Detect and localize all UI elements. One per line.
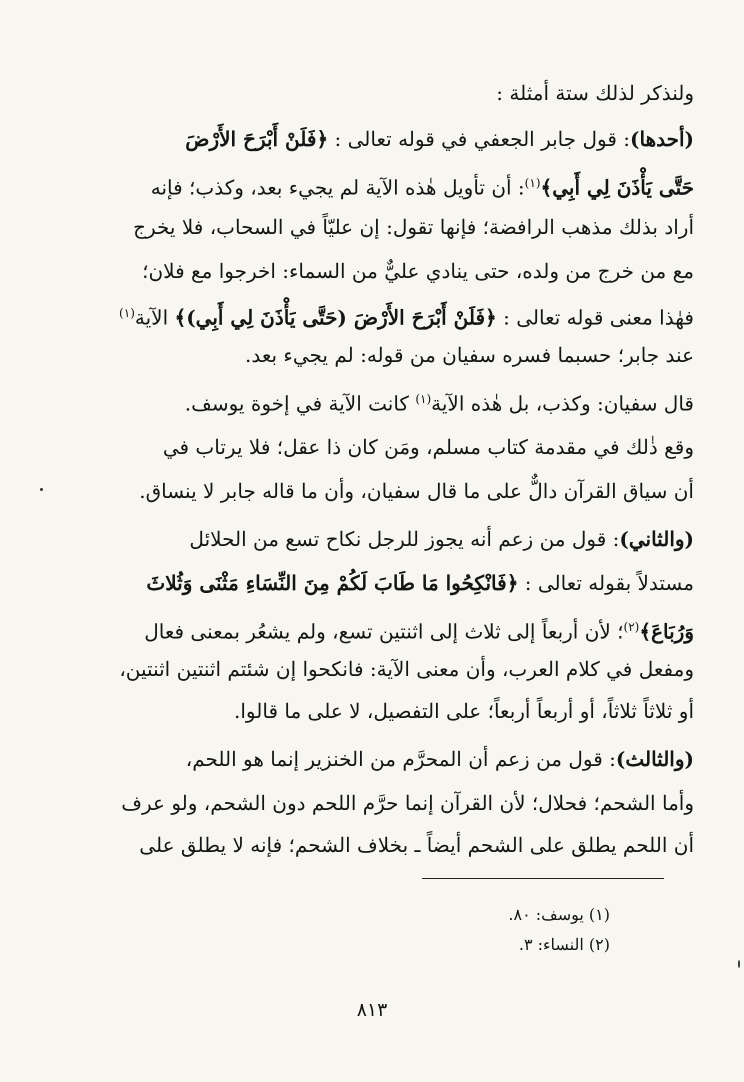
example-1-line-1: (أحدها): قول جابر الجعفي في قوله تعالى : ﴿فَلَنْ أَبْرَحَ الأَرْضَ [185, 127, 694, 151]
example-2-label: (والثاني) [619, 527, 694, 551]
footnote-separator [422, 878, 664, 879]
example-3-label: (والثالث) [615, 747, 694, 771]
example-1-label: (أحدها) [630, 127, 694, 151]
example-2-line-4: ومفعل في كلام العرب، وأن معنى الآية: فانكحوا إن شئتم اثنتين اثنتين، [119, 657, 694, 681]
example-2-line-3: وَرُبَاعَ﴾$^{(٢)}$؛ لأن أربعاً إلى ثلاث إلى اثنتين تسع، ولم يشعُر بمعنى فعال [144, 619, 694, 644]
footnote-ref: (١) [524, 176, 541, 190]
example-1-line-2: حَتَّى يَأْذَنَ لِي أَبِي﴾$^{(١)}$: أن تأويل هٰذه الآية لم يجيء بعد، وكذب؛ فإنه [150, 175, 694, 200]
example-1-line-6: عند جابر؛ حسبما فسره سفيان من قوله: لم يجيء بعد. [244, 343, 694, 367]
example-1-line-3: أراد بذلك مذهب الرافضة؛ فإنها تقول: إن عليّاً في السحاب، فلا يخرج [133, 215, 694, 239]
intro-line: ولنذكر لذلك ستة أمثلة : [496, 81, 694, 105]
footnote-2: (٢) النساء: ٣. [518, 935, 610, 954]
example-2-line-2: مستدلاً بقوله تعالى : ﴿فَانْكِحُوا مَا طَابَ لَكُمْ مِنَ النِّسَاءِ مَثْنَى وَثُلاثَ [146, 571, 694, 595]
example-2-line-5: أو ثلاثاً ثلاثاً، أو أربعاً أربعاً؛ على التفصيل، لا على ما قالوا. [234, 699, 694, 723]
page-number: ٨١٣ [356, 999, 388, 1021]
muslim-line-1: وقع ذٰلك في مقدمة كتاب مسلم، ومَن كان ذا عقل؛ فلا يرتاب في [162, 435, 694, 459]
footnote-ref: (٢) [623, 620, 640, 634]
quran-quote: وَرُبَاعَ﴾ [639, 619, 694, 644]
quran-quote: حَتَّى يَأْذَنَ لِي أَبِي﴾ [540, 175, 694, 200]
footnote-ref: (١) [415, 392, 432, 406]
example-2-line-1: (والثاني): قول من زعم أنه يجوز للرجل نكاح تسع من الحلائل [189, 527, 694, 551]
scan-speck [40, 488, 43, 491]
example-3-line-2: وأما الشحم؛ فحلال؛ لأن القرآن إنما حرَّم اللحم دون الشحم، ولو عرف [121, 791, 694, 815]
scan-speck [738, 960, 740, 968]
muslim-line-2: أن سياق القرآن دالٌّ على ما قال سفيان، وأن ما قاله جابر لا ينساق. [139, 479, 694, 503]
example-3-line-1: (والثالث): قول من زعم أن المحرَّم من الخنزير إنما هو اللحم، [185, 747, 694, 771]
quran-quote: ﴿فَلَنْ أَبْرَحَ الأَرْضَ [185, 127, 329, 151]
example-1-line-5: فهٰذا معنى قوله تعالى : ﴿فَلَنْ أَبْرَحَ الأَرْضَ (حَتَّى يَأْذَنَ لِي أَبِي)﴾ الآية$^{(١)}$ [119, 305, 694, 330]
example-3-line-3: أن اللحم يطلق على الشحم أيضاً ـ بخلاف الشحم؛ فإنه لا يطلق على [139, 833, 694, 857]
footnote-1: (١) يوسف: ٨٠. [508, 905, 610, 924]
quran-quote: ﴿فَلَنْ أَبْرَحَ الأَرْضَ (حَتَّى يَأْذَنَ لِي أَبِي)﴾ [174, 305, 497, 330]
quran-quote: ﴿فَانْكِحُوا مَا طَابَ لَكُمْ مِنَ النِّسَاءِ مَثْنَى وَثُلاثَ [146, 571, 519, 595]
footnote-ref: (١) [119, 306, 135, 320]
example-1-line-4: مع من خرج من ولده، حتى ينادي عليٌّ من السماء: اخرجوا مع فلان؛ [142, 259, 694, 283]
sufyan-line: قال سفيان: وكذب، بل هٰذه الآية$^{(١)}$ كانت الآية في إخوة يوسف. [184, 391, 694, 416]
